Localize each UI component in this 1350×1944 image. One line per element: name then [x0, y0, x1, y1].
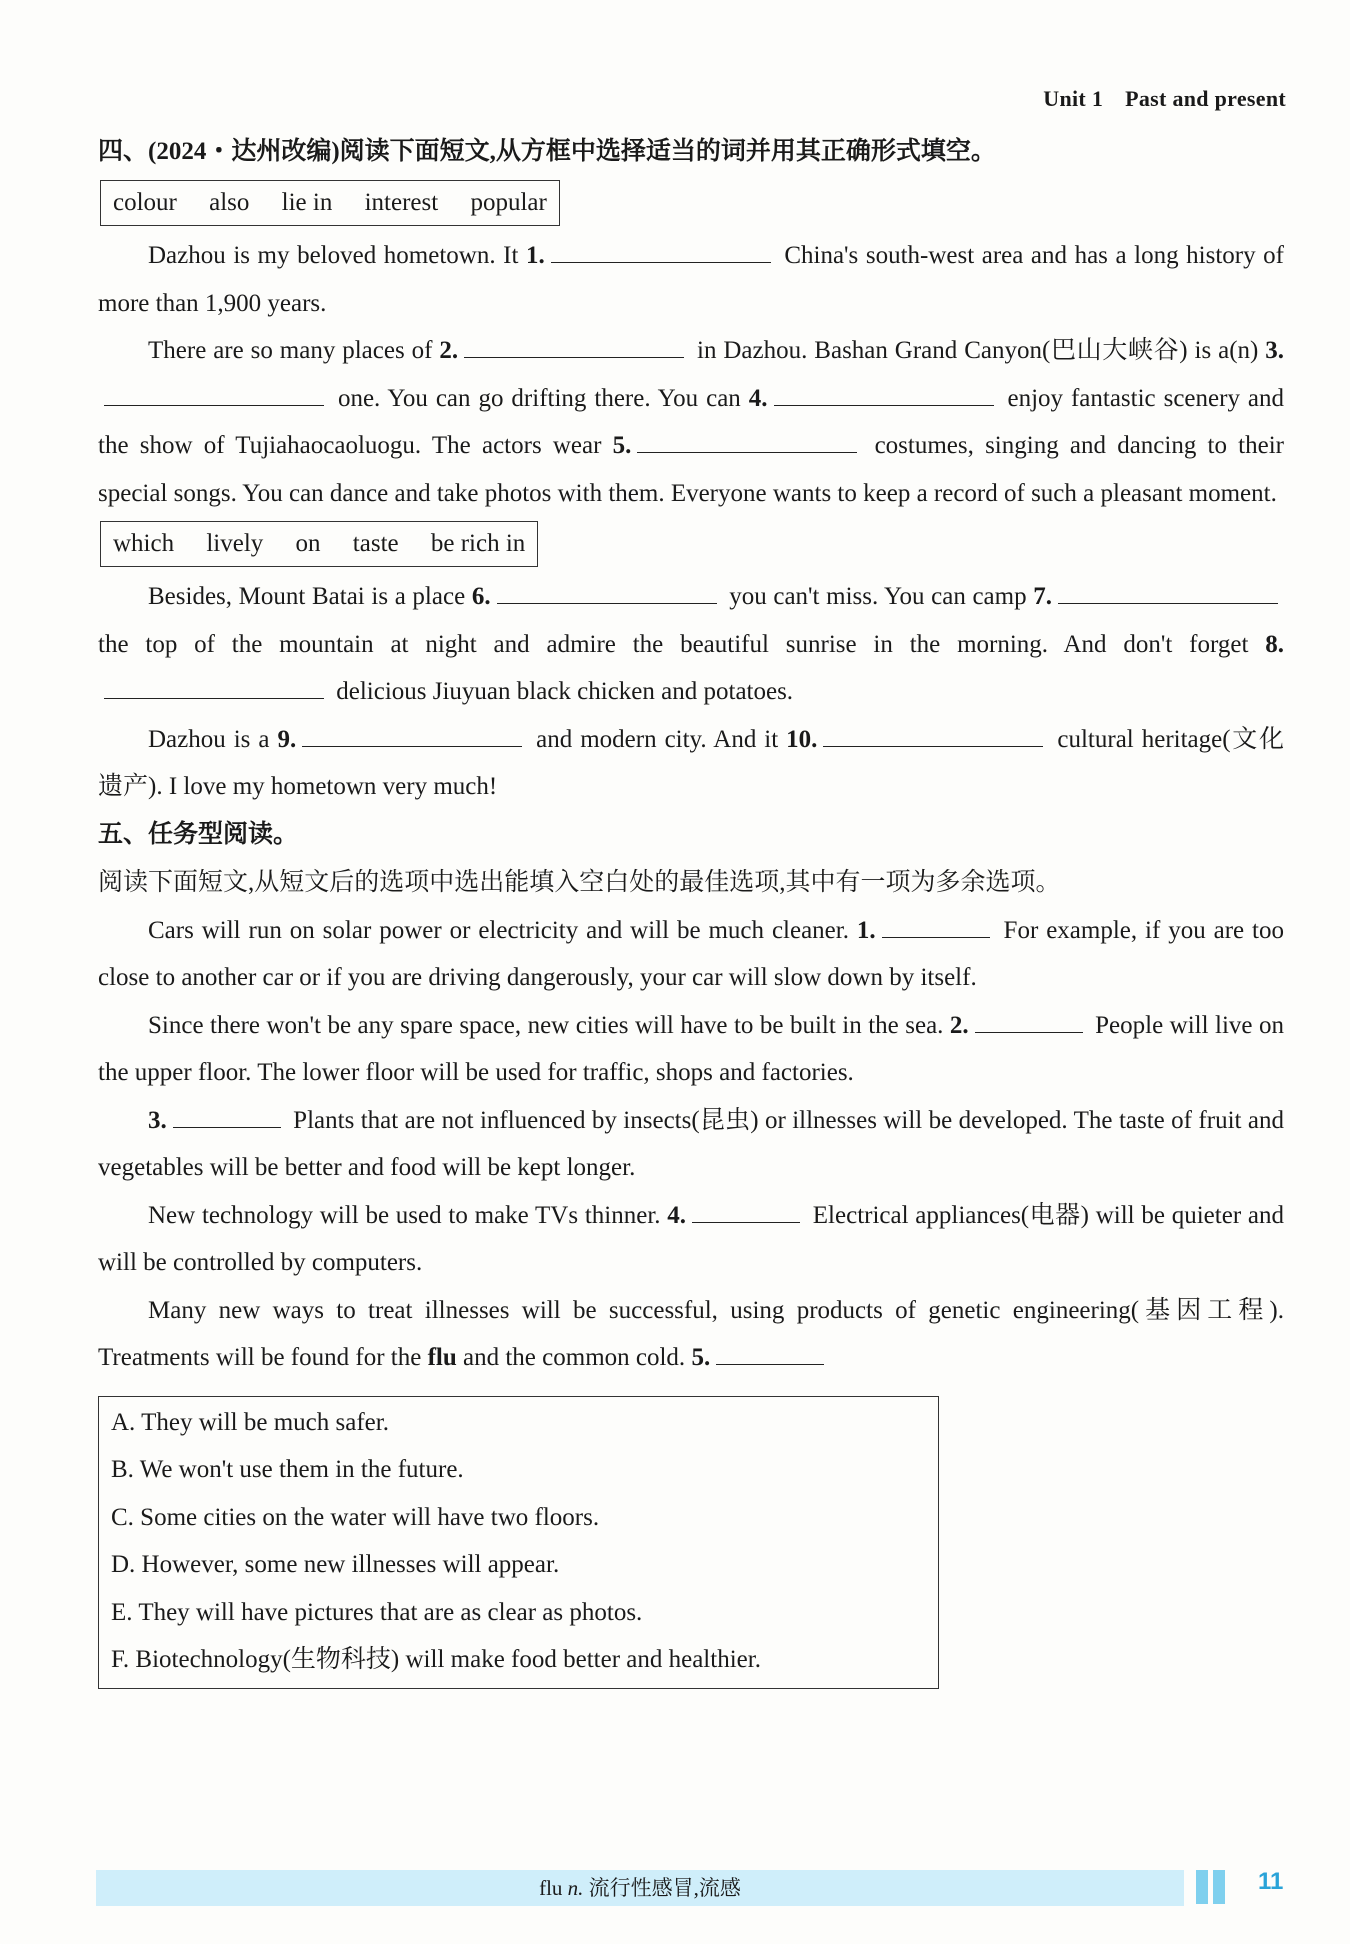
answer-blank-s5-3[interactable]: [173, 1105, 281, 1128]
option-a: A. They will be much safer.: [111, 1408, 389, 1436]
answer-blank-s5-5[interactable]: [716, 1342, 824, 1365]
answer-blank-10[interactable]: [823, 724, 1043, 747]
s5-paragraph-5: Many new ways to treat illnesses will be successful, using products of genetic engineering(基因工程). Treatments will be found for the flu and the common cold. 5.: [98, 1296, 1284, 1371]
word-box-1: [100, 180, 560, 226]
decor-bar: [1196, 1870, 1208, 1904]
answer-blank-6[interactable]: [497, 581, 717, 604]
word-option: lively: [206, 530, 264, 557]
option-c: C. Some cities on the water will have two floors.: [111, 1503, 600, 1531]
s4-paragraph-4: Dazhou is a 9. and modern city. And it 10. cultural heritage(文化遗产). I love my hometown very much!: [98, 725, 1284, 800]
s5-paragraph-4: New technology will be used to make TVs thinner. 4. Electrical appliances(电器) will be quieter and will be controlled by computers.: [98, 1201, 1284, 1276]
word-option: which: [113, 530, 175, 557]
answer-blank-2[interactable]: [464, 335, 684, 358]
s4-paragraph-3: Besides, Mount Batai is a place 6. you can't miss. You can camp 7. the top of the mountain at night and admire the beautiful sunrise in the morning. And don't forget 8. delicious Jiuyuan black chicken and potatoes.: [98, 583, 1284, 705]
section5-title: 五、任务型阅读。: [98, 820, 299, 848]
s5-paragraph-1: Cars will run on solar power or electricity and will be much cleaner. 1. For example, if you are too close to another car or if you are driving dangerously, your car will slow down by itself.: [98, 916, 1285, 991]
answer-blank-s5-4[interactable]: [692, 1200, 800, 1223]
unit-title: Past and present: [1125, 86, 1286, 111]
s5-paragraph-2: Since there won't be any spare space, new cities will have to be built in the sea. 2. People will live on the upper floor. The lower floor will be used for traffic, shops and factories.: [98, 1011, 1285, 1086]
main-content: [98, 128, 1284, 1689]
blank-number: 5.: [691, 1344, 711, 1371]
unit-label: Unit 1: [1043, 86, 1104, 111]
answer-blank-s5-2[interactable]: [975, 1010, 1083, 1033]
word-option: colour: [113, 189, 177, 216]
options-box: [98, 1396, 939, 1689]
page-header: [1043, 86, 1286, 112]
blank-number: 5.: [612, 432, 632, 459]
gloss-meaning: 流行性感冒,流感: [588, 1876, 741, 1900]
option-b: B. We won't use them in the future.: [111, 1456, 464, 1483]
blank-number: 10.: [786, 725, 818, 753]
blank-number: 4.: [748, 384, 768, 412]
blank-number: 2.: [949, 1011, 969, 1039]
section5-instruction: 阅读下面短文,从短文后的选项中选出能填入空白处的最佳选项,其中有一项为多余选项。: [98, 868, 1061, 896]
word-option: lie in: [281, 189, 333, 216]
s4-paragraph-2: There are so many places of 2. in Dazhou. Bashan Grand Canyon(巴山大峡谷) is a(n) 3. one. You can go drifting there. You can 4. enjoy fantastic scenery and the show of Tujiahaocaoluogu. The actors wear 5. costumes, singing and dancing to their special songs. You can dance and take photos with them. Everyone wants to keep a record of such a pleasant moment.: [98, 337, 1285, 507]
option-e: E. They will have pictures that are as clear as photos.: [111, 1598, 643, 1626]
gloss-pos: n.: [567, 1876, 584, 1900]
gloss-word: flu: [539, 1876, 563, 1900]
word-box-2: [100, 521, 538, 567]
blank-number: 8.: [1265, 630, 1284, 658]
blank-number: 1.: [856, 916, 876, 944]
page-bars-decoration: [1196, 1870, 1230, 1906]
answer-blank-7[interactable]: [1058, 581, 1278, 604]
blank-number: 3.: [148, 1106, 167, 1134]
section4-title: 四、(2024・达州改编)阅读下面短文,从方框中选择适当的词并用其正确形式填空。: [98, 138, 996, 165]
answer-blank-1[interactable]: [551, 240, 771, 263]
option-f: F. Biotechnology(生物科技) will make food better and healthier.: [111, 1646, 761, 1673]
blank-number: 7.: [1033, 583, 1052, 610]
answer-blank-3[interactable]: [104, 383, 324, 406]
word-option: popular: [470, 189, 547, 216]
answer-blank-8[interactable]: [104, 676, 324, 699]
footer-gloss: [96, 1870, 1184, 1906]
answer-blank-4[interactable]: [774, 383, 994, 406]
answer-blank-s5-1[interactable]: [882, 915, 990, 938]
blank-number: 6.: [471, 583, 491, 610]
page-number: 11: [1258, 1868, 1284, 1895]
flu-keyword: flu: [427, 1344, 457, 1371]
decor-bar: [1213, 1870, 1225, 1904]
answer-blank-5[interactable]: [637, 430, 857, 453]
blank-number: 2.: [439, 337, 459, 364]
blank-number: 3.: [1265, 337, 1285, 364]
s4-paragraph-1: Dazhou is my beloved hometown. It 1. China's south-west area and has a long history of more than 1,900 years.: [98, 242, 1285, 317]
blank-number: 9.: [277, 725, 297, 753]
word-option: taste: [352, 530, 399, 557]
s5-paragraph-3: 3. Plants that are not influenced by insects(昆虫) or illnesses will be developed. The taste of fruit and vegetables will be better and food will be kept longer.: [98, 1106, 1284, 1181]
option-d: D. However, some new illnesses will appear.: [111, 1551, 560, 1578]
blank-number: 1.: [526, 242, 545, 269]
word-option: also: [209, 189, 250, 216]
word-option: on: [295, 530, 321, 557]
blank-number: 4.: [667, 1201, 687, 1229]
word-option: interest: [364, 189, 439, 216]
answer-blank-9[interactable]: [302, 724, 522, 747]
word-option: be rich in: [430, 530, 526, 557]
